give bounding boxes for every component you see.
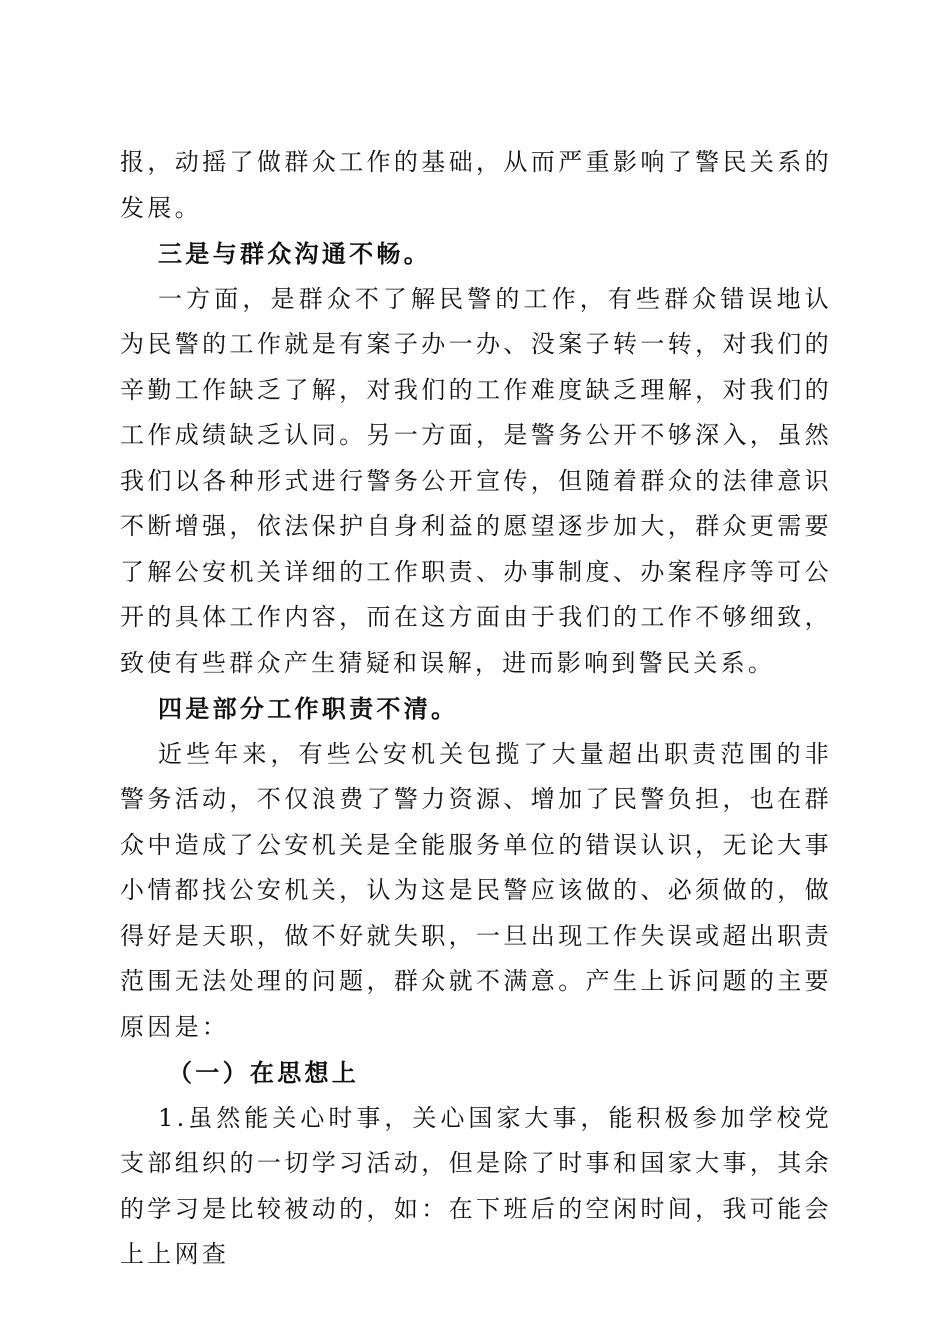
paragraph-point-one: 1.虽然能关心时事，关心国家大事，能积极参加学校党支部组织的一切学习活动，但是除了时事和国家大事，其余的学习是比较被动的，如：在下班后的空闲时间，我可能会上上网查 <box>120 1103 832 1268</box>
paragraph-continuation: 报，动摇了做群众工作的基础，从而严重影响了警民关系的发展。 <box>120 148 832 222</box>
section-heading-four: 四是部分工作职责不清。 <box>158 694 459 723</box>
section-heading-three: 三是与群众沟通不畅。 <box>158 239 431 268</box>
subheading-ideology: （一）在思想上 <box>168 1058 360 1087</box>
paragraph-communication: 一方面，是群众不了解民警的工作，有些群众错误地认为民警的工作就是有案子办一办、没案子转一转，对我们的辛勤工作缺乏了解，对我们的工作难度缺乏理解，对我们的工作成绩缺乏认同。另一方面，是警务公开不够深入，虽然我们以各种形式进行警务公开宣传，但随着群众的法律意识不断增强，依法保护自身利益的愿望逐步加大，群众更需要了解公安机关详细的工作职责、办事制度、办案程序等可公开的具体工作内容，而在这方面由于我们的工作不够细致，致使有些群众产生猜疑和误解，进而影响到警民关系。 <box>120 284 832 677</box>
paragraph-responsibilities: 近些年来，有些公安机关包揽了大量超出职责范围的非警务活动，不仅浪费了警力资源、增加了民警负担，也在群众中造成了公安机关是全能服务单位的错误认识，无论大事小情都找公安机关，认为这是民警应该做的、必须做的，做得好是天职，做不好就失职，一旦出现工作失误或超出职责范围无法处理的问题，群众就不满意。产生上诉问题的主要原因是： <box>120 739 832 1041</box>
document-page <box>120 140 832 1278</box>
